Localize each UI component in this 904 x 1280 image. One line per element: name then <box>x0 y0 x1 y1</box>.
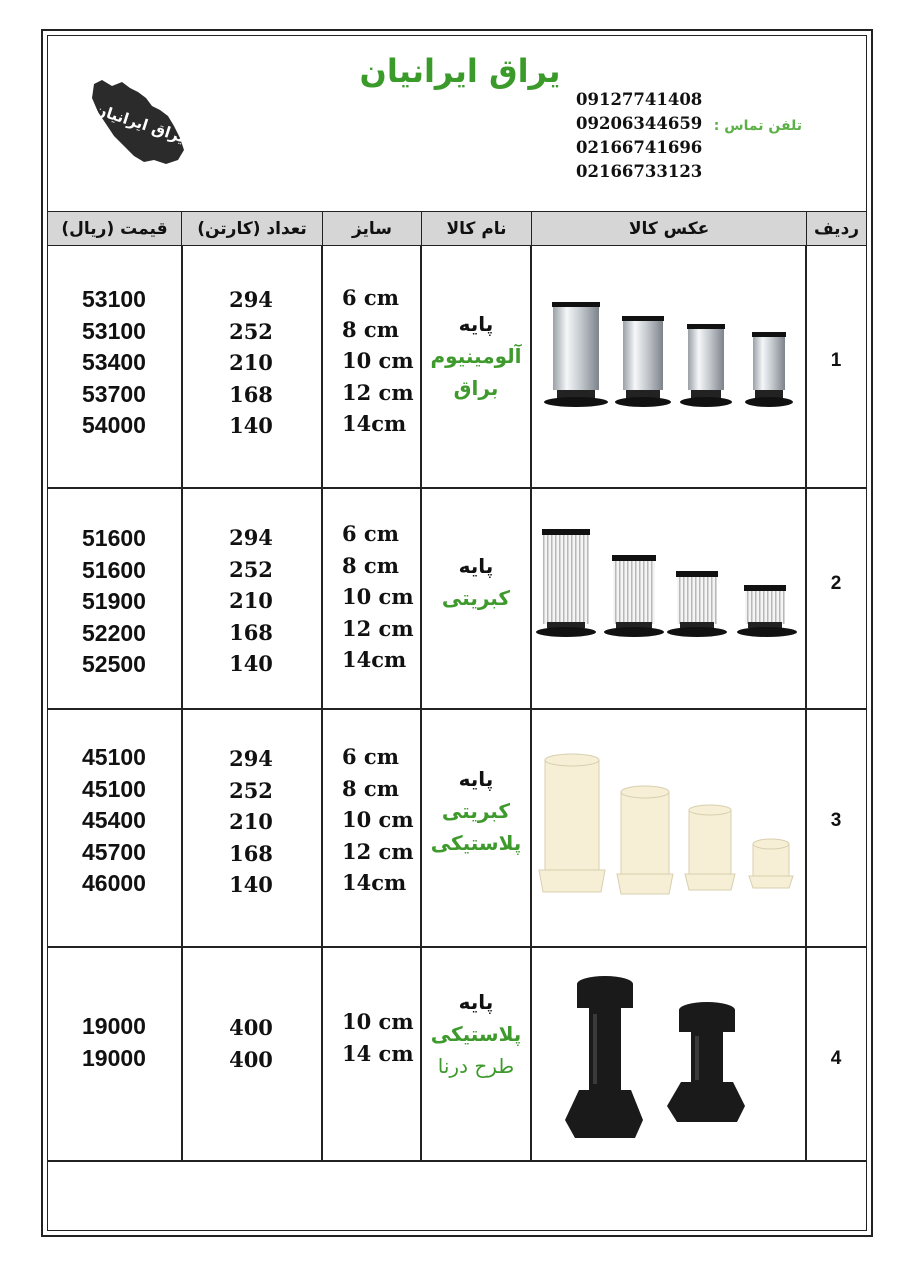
size-value: 10 cm <box>342 1009 414 1034</box>
size-list <box>322 741 420 899</box>
size-value: 14 cm <box>342 1040 414 1066</box>
product-name-line: کبریتی <box>441 586 511 610</box>
price-value: 46000 <box>82 870 146 896</box>
product-name-line: پلاستیکی <box>430 1022 522 1046</box>
qty-value: 294 <box>229 287 273 312</box>
product-name-line: پایه <box>458 990 494 1014</box>
product-name-line: براق <box>453 376 499 400</box>
col-divider <box>805 246 807 1160</box>
size-value: 10 cm <box>342 807 414 832</box>
price-list <box>48 523 180 681</box>
phone-list <box>576 88 706 184</box>
price-list <box>48 742 180 900</box>
price-value: 51600 <box>82 556 146 583</box>
size-value: 12 cm <box>342 838 414 864</box>
size-value: 14cm <box>342 647 407 672</box>
size-value: 6 cm <box>342 285 399 310</box>
iran-map-logo <box>88 76 188 168</box>
size-list <box>322 1006 420 1069</box>
qty-value: 210 <box>229 809 273 834</box>
qty-value: 140 <box>229 413 273 438</box>
row-divider <box>47 1160 867 1162</box>
product-name-line: پایه <box>458 767 494 791</box>
size-value: 14cm <box>342 411 407 436</box>
product-name-line: آلومینیوم <box>430 344 522 368</box>
qty-value: 252 <box>229 318 273 344</box>
qty-value: 400 <box>229 1015 273 1040</box>
logo-text: یراق ایرانیان <box>91 100 188 147</box>
qty-value: 168 <box>229 381 273 407</box>
crane-plastic-leg-image <box>531 970 805 1146</box>
price-value: 45100 <box>82 775 146 802</box>
col-header-index: ردیف <box>806 211 867 246</box>
qty-value: 252 <box>229 777 273 803</box>
col-header-qty: تعداد (کارتن) <box>181 211 323 246</box>
product-name-line: پایه <box>458 312 494 336</box>
matchstick-leg-image <box>531 522 805 644</box>
price-value: 19000 <box>82 1013 146 1039</box>
size-value: 6 cm <box>342 521 399 546</box>
size-value: 12 cm <box>342 379 414 405</box>
qty-value: 294 <box>229 525 273 550</box>
size-list <box>322 282 420 440</box>
qty-value: 140 <box>229 651 273 676</box>
table-header-row <box>47 211 867 246</box>
row-divider <box>47 487 867 489</box>
product-name <box>422 986 530 1082</box>
phone-number[interactable]: 09127741408 <box>576 90 703 109</box>
product-name <box>422 308 530 404</box>
col-header-name: نام کالا <box>421 211 532 246</box>
price-value: 52500 <box>82 651 146 677</box>
product-name-line: طرح درنا <box>437 1054 515 1078</box>
size-value: 10 cm <box>342 584 414 609</box>
price-value: 53100 <box>82 286 146 312</box>
row-index: 1 <box>830 350 842 371</box>
size-value: 8 cm <box>342 316 399 342</box>
qty-value: 210 <box>229 588 273 613</box>
qty-value: 168 <box>229 619 273 645</box>
price-list <box>48 284 180 442</box>
phone-number[interactable]: 02166741696 <box>576 138 703 157</box>
price-value: 51600 <box>82 525 146 551</box>
qty-list <box>182 284 320 442</box>
product-name <box>422 763 530 859</box>
price-value: 53400 <box>82 349 146 375</box>
row-divider <box>47 946 867 948</box>
qty-value: 400 <box>229 1046 273 1072</box>
qty-list <box>182 743 320 901</box>
price-value: 53700 <box>82 380 146 407</box>
size-value: 10 cm <box>342 348 414 373</box>
qty-value: 252 <box>229 556 273 582</box>
row-divider <box>47 708 867 710</box>
product-name-line: پلاستیکی <box>430 831 522 855</box>
price-value: 45400 <box>82 807 146 833</box>
size-value: 8 cm <box>342 552 399 578</box>
qty-list <box>182 1012 320 1075</box>
price-value: 53100 <box>82 317 146 344</box>
price-value: 52200 <box>82 619 146 646</box>
size-value: 12 cm <box>342 615 414 641</box>
size-value: 6 cm <box>342 744 399 769</box>
product-name <box>422 550 530 614</box>
price-value: 19000 <box>82 1044 146 1071</box>
row-index: 2 <box>830 573 842 594</box>
size-list <box>322 518 420 676</box>
col-header-price: قیمت (ریال) <box>47 211 182 246</box>
price-value: 45700 <box>82 838 146 865</box>
aluminium-leg-image <box>531 290 805 420</box>
size-value: 14cm <box>342 870 407 895</box>
product-name-line: پایه <box>458 554 494 578</box>
qty-value: 294 <box>229 746 273 771</box>
qty-value: 210 <box>229 350 273 375</box>
row-index: 3 <box>830 810 842 831</box>
price-value: 45100 <box>82 744 146 770</box>
row-index: 4 <box>830 1048 842 1069</box>
price-value: 54000 <box>82 412 146 438</box>
plastic-leg-image <box>531 750 805 900</box>
qty-value: 168 <box>229 840 273 866</box>
company-name: یراق ایرانیان <box>359 52 561 90</box>
size-value: 8 cm <box>342 775 399 801</box>
price-list <box>48 1011 180 1074</box>
price-value: 51900 <box>82 588 146 614</box>
phone-number[interactable]: 09206344659 <box>576 114 703 133</box>
qty-value: 140 <box>229 872 273 897</box>
contact-label: تلفن تماس : <box>713 118 802 134</box>
product-name-line: کبریتی <box>441 799 511 823</box>
col-header-size: سایز <box>322 211 422 246</box>
phone-number[interactable]: 02166733123 <box>576 162 703 181</box>
leg-shape <box>544 302 608 407</box>
qty-list <box>182 522 320 680</box>
col-header-image: عکس کالا <box>531 211 807 246</box>
